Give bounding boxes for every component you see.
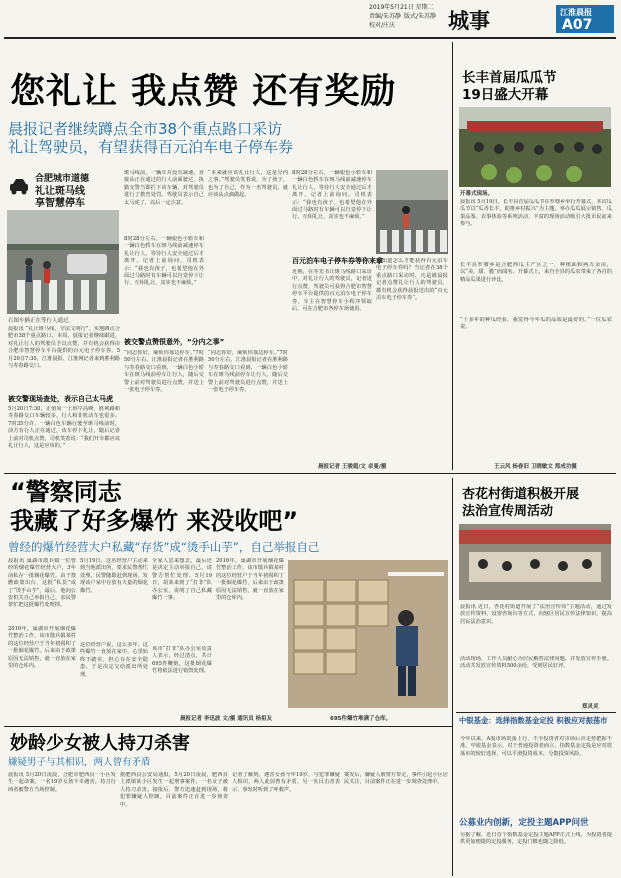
lead-photo-caption: 右图车辆正在等行人通过。 [8,318,75,324]
badge-line3: 享智慧停车 [35,198,85,209]
lower-rule [4,726,452,727]
xinghua-body2: 活动现场，工作人员耐心为居民解答法律问题，并发放宣传手册。活动共发放宣传资料500余份，受到居民好评。 [460,656,612,670]
knife-headline: 妙龄少女被人持刀杀害 [10,733,190,754]
badge-line2: 礼让斑马线 [35,186,85,197]
xinghua-photo [459,524,611,600]
masthead-date: 2019年5月21日 星期二 [369,4,434,11]
bank-headline2: 公募业内创新，定投主题APP问世 [459,818,589,828]
lead-subhead: 晨报记者继续蹲点全市38个重点路口采访 礼让驾驶员，有望获得百元泊车电子停车券 [8,120,294,156]
lead-body7: 想知道怎么才能获得百元泊车电子停车券吗？当记者在38个重点路口采访时，凡是被晨报记者点赞礼让行人的驾驶员，都有机会获得晨报送出的“百元泊车电子停车券”。 [376,258,448,302]
xinghua-headline: 杏花村街道积极开展 法治宣传周活动 [462,487,580,519]
masthead-brand: 江淮晨报 [560,8,592,17]
masthead-editor: 责编/朱苏静 [369,13,402,20]
mid-rule [4,473,616,474]
fireworks-body4: 这位经营户说，这么多年，这些爆竹一直放在家中，心里始终不踏实，担心存在安全隐患，于是决定交给派出所处理。 [80,642,148,678]
lead-body2b: 8时28分左右，一辆银色小轿车和一辆白色轿车在斑马线前减速停车礼让行人，等待行人安全通过后才离开。记者上前询问，司机表示：“我也有孩子，也希望他在外面过马路时有车辆可以自觉停下让行，互相礼让，其实也不麻烦。” [124,236,204,287]
xinghua-body: 晨报讯 近日，杏花村街道开展了“法治宣传周”主题活动，通过发放宣传资料、设置咨询台等方式，向辖区居民宣传法律知识，提高居民法治意识。 [460,604,612,625]
melon-body3: “十多年的种瓜经验，我觉得今年瓜的品质是最好的。”一位瓜农说。 [460,317,612,331]
masthead-designer: 版式/朱苏静 [404,13,437,20]
lead-body4: “同志你好，麻烦你靠边停车。”7时50分左右，江淮晨报记者在胜利路与寿春路交口看到，一辆白色小轿车在斑马线前停车让行人，随后交警上前对驾驶员进行点赞，并送上一张电子停车券。 [124,350,204,394]
melon-photo [459,107,611,187]
lead-side-photo [376,170,448,254]
melon-headline: 长丰首届瓜瓜节 19日盛大开幕 [462,70,557,103]
knife-body2: 据肥西县公安局通报，5月20日凌晨，肥西县上派镇某小区发生一起刑事案件，一名女子被人持刀杀害。接报后，警方迅速赶到现场，将犯罪嫌疑人控制，目前案件正在进一步侦查中。 [120,772,228,808]
bank-body2: 另据了解，近日首个指数基金定投主题APP正式上线，为投资者提供更加便捷的定投服务，定投门槛也随之降低。 [460,832,612,846]
lead-photo [7,210,119,314]
right-lower-rule [456,712,616,713]
lead-byline: 晨报记者 王骏超/文 卓曼/摄 [318,464,387,470]
masthead-page-no: A07 [562,17,593,33]
fireworks-body6: 该市“打非”队办公室负责人表示，经过清点，共计695件鞭炮，这批烟花爆竹将依法进行销毁处理。 [152,646,212,675]
knife-body4: 案发后，嫌疑人被警方带走，事件引起小区居民关注，目前案件正在进一步调查处理中。 [344,772,448,786]
fireworks-headline-2: 我藏了好多爆竹 来没收吧” [10,507,299,535]
fireworks-photo-caption: 695件爆竹堆满了仓库。 [330,716,391,722]
lead-body5: “本来就应该礼让行人，这是分内之事。”驾驶员笑着说，为了孩子，也为了自己，作为一名驾驶员，就应该从点滴做起。 [208,170,288,199]
fireworks-subhead: 曾经的爆竹经营大户私藏“存货”成“烫手山芋”，自己举报自己 [8,540,320,554]
melon-body2: 长丰县罗塘乡是合肥西瓜主产区之一，种植面积两万余亩，以“美、甜、脆”而闻名。开幕式上，来自全县的瓜农带来了各自的精品瓜果进行评比。 [460,262,612,283]
melon-body: 晨报讯 5月19日，长丰县首届瓜瓜节在罗塘乡举行开幕式。本次瓜瓜节以“瓜香长丰，助推乡村振兴”为主题，举办瓜瓜展示销售、瓜果品鉴、农事体验等系列活动，丰富的现场活动吸引大批市民前来参与。 [460,199,612,228]
lead-body3: 8时28分左右，一辆银色小轿车和一辆白色轿车在斑马线前减速停车礼让行人，等待行人安全通过后才离开。记者上前询问，司机表示：“我也有孩子，也希望他在外面过马路时有车辆可以自觉停下让行，互相礼让，其实也不麻烦。” [292,170,372,221]
knife-body3: 记者了解到，遇害女孩今年19岁，与犯罪嫌疑人相识，两人此前曾有矛盾。另一名目击者表示，事发时听到了呼救声。 [232,772,340,793]
fireworks-headline-1: “警察同志 [10,478,122,506]
lower-divider-vertical [452,478,453,876]
lead-subhead3: 百元泊车电子停车券等你来拿 [292,257,383,265]
masthead-rule [4,37,616,39]
lead-intro: 晨报讯 “礼让斑马线，守法文明行”。实地蹲点合肥市38个重点路口，本周，晨报记者继续跟进，对礼让行人的驾驶员予以点赞，并有机会获得由合肥市智慧停车平台提供的百元电子停车券。5月20日7:30，江淮晨报、江淮网记者来到胜利路与寿春路交口。 [8,326,120,370]
lead-body1: 5月20日7:30，正值周一上班早高峰，胜利路和寿春路交口车辆较多。行人和非机动车也很多。7时35分许，一辆白色车辆行驶至斑马线前时，前方有行人正在通过，该车停下礼让，随后记者上前对司机点赞，司机笑着说：“我们开车都应该礼让行人，这是应该的。” [8,406,120,450]
badge-line1: 合肥城市道德 [35,174,90,184]
melon-photo-caption: 开幕式现场。 [460,191,494,197]
lead-badge [8,170,138,210]
lead-subhead2: 被交警点赞很意外，“分内之事” [124,338,225,346]
lead-body2: 斑马线前，一辆车并没有减速，直接从正在通过的行人前面驶过，执勤交警当即拦下该车辆，对驾驶员进行了教育处罚。驾驶员表示自己太马虎了，以后一定注意。 [124,170,204,206]
knife-subhead: 嫌疑男子与其相识，两人曾有矛盾 [8,757,151,768]
masthead-section: 城事 [448,9,490,33]
knife-body1: 晨报讯 5月20日凌晨，合肥市肥西县一小区发生一起命案，一名19岁女孩不幸遇害。持刀行凶者被警方当场控制。 [8,772,116,793]
car-icon [8,175,30,197]
lead-subhead1: 被交警现场查处，表示自己太马虎 [8,395,113,403]
fireworks-body1b: 2016年，巢湖市开展烟花爆竹整治工作，该市散兵镇某村的这位经营户于当年初囤积了一批烟花爆竹，后来由于政策原因无法销售，就一直放在家里的仓库内。 [216,558,284,602]
fireworks-body1: 晨报讯 巢湖市散兵镇一位曾经的烟花爆竹经营大户，3年前私存一批烟花爆竹，由于禁燃政策出台，这批“私货”成了“烫手山芋”。最后，他向公安机关自己举报自己，求民警帮忙把这批爆竹处理掉。 [8,558,76,609]
masthead [0,0,621,36]
masthead-brand-box [556,5,614,33]
masthead-proof: 校对/庄庆 [369,22,396,29]
fireworks-byline: 晨报记者 李迅波 文/摄 通讯员 杨祖友 [180,716,273,722]
fireworks-body3: 5月19日，这名经营户主动来到当地派出所，要求民警帮忙处理。民警随即赶到现场，发现该户家中存放有大量的烟花爆竹。 [80,558,148,594]
bank-headline: 中银基金：选择指数基金定投 积极应对振荡市 [459,716,608,725]
lead-body4b: “同志你好，麻烦你靠边停车。”7时50分左右，江淮晨报记者在胜利路与寿春路交口看到，一辆白色小轿车在斑马线前停车让行人，随后交警上前对驾驶员进行点赞，并送上一张电子停车券。 [208,350,288,394]
fireworks-photo [288,560,448,708]
fireworks-body2: 2016年，巢湖市开展烟花爆竹整治工作，该市散兵镇某村的这位经营户于当年初囤积了一批烟花爆竹，后来由于政策原因无法销售，就一直放在家里的仓库内。 [8,626,76,670]
xinghua-byline: 郑灵灵 [582,704,599,710]
lead-divider-vertical [452,42,453,470]
lead-body6: 近期，在寿光书让斑马线路口采访中，对礼让行人的驾驶员，记者进行点赞，驾驶员可获得合肥市智慧停车平台提供的百元泊车电子停车券，车主在智慧停车小程序领取后，可在合肥市各停车场使用。 [292,269,372,313]
lead-headline: 您礼让 我点赞 还有奖励 [10,72,397,112]
bank-body: 今年以来，A股市场震荡上行，不少投资者对市场后市走势把握不准。中银基金表示，对于普通投资者而言，指数基金定投是应对震荡市的较好选择，可以平滑投资成本，分散投资风险。 [460,736,612,757]
melon-byline: 王云风 杨春旧 卫晓敏文 郑成功摄 [494,464,577,470]
fireworks-body5: 全家人思来想去，最后还是决定主动举报自己，请警方帮忙处理。5月19日，胡某来到了“打非”队办公室，说明了自己私藏爆竹一事。 [152,558,212,602]
